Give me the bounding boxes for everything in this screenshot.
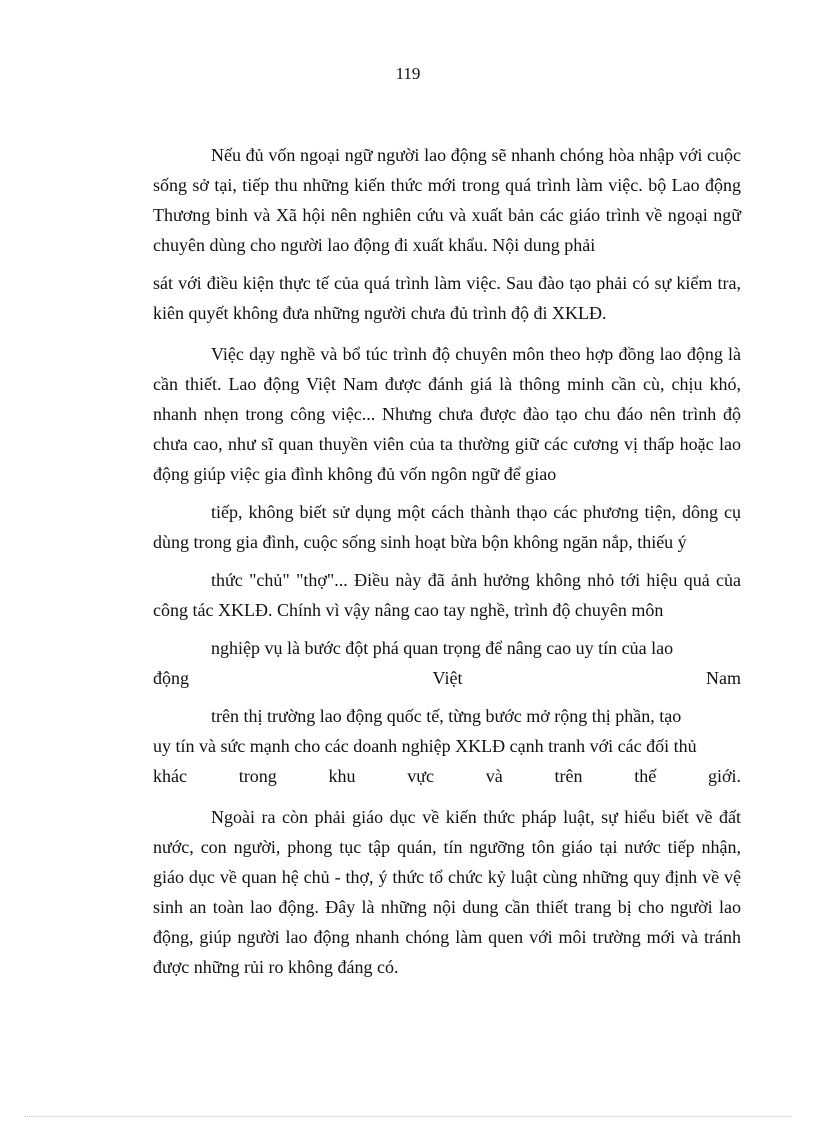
paragraph-market-share-line-3 [153,761,741,791]
word: khu [328,766,356,786]
word: và [485,766,503,786]
document-body [153,140,741,982]
page-bottom-rule [24,1116,792,1117]
paragraph-legal-education: Ngoài ra còn phải giáo dục về kiến thức pháp luật, sự hiểu biết về đất nước, con người, phong tục tập quán, tín ngưỡng tôn giáo tại nước tiếp nhận, giáo dục về quan hệ chủ - thợ, ý thức tổ chức kỷ luật cùng những quy định về vệ sinh an toàn lao động. Đây là những nội dung cần thiết trang bị cho người lao động, giúp người lao động nhanh chóng làm quen với môi trường mới và tránh được những rủi ro không đáng có. [153,807,741,977]
page-number: 119 [395,64,421,83]
paragraph-market-share-line-2: uy tín và sức mạnh cho các doanh nghiệp XKLĐ cạnh tranh với các đối thủ [153,736,697,756]
word: trong [238,766,277,786]
word: giới. [707,766,741,786]
paragraph-training-check: sát với điều kiện thực tế của quá trình làm việc. Sau đào tạo phải có sự kiểm tra, kiên quyết không đưa những người chưa đủ trình độ đi XKLĐ. [153,273,741,323]
word: khác [153,766,187,786]
paragraph-owner-worker: thức "chủ" "thợ"... Điều này đã ảnh hưởng không nhỏ tới hiệu quả của công tác XKLĐ. Chính vì vậy nâng cao tay nghề, trình độ chuyên môn [153,570,741,620]
word: trên [554,766,583,786]
word: vực [407,766,434,786]
paragraph-vocational-training: Việc dạy nghề và bổ túc trình độ chuyên môn theo hợp đồng lao động là cần thiết. Lao động Việt Nam được đánh giá là thông minh cần cù, chịu khó, nhanh nhẹn trong công việc... Nhưng chưa được đào tạo chu đáo nên trình độ chưa cao, như sĩ quan thuyền viên của ta thường giữ các cương vị thấp hoặc lao động giúp việc gia đình không đủ vốn ngôn ngữ để giao [153,344,741,484]
word: thế [634,766,657,786]
paragraph-breakthrough-line-2 [153,663,741,693]
word: động [153,668,189,688]
paragraph-breakthrough-line-1: nghiệp vụ là bước đột phá quan trọng để nâng cao uy tín của lao [211,638,674,658]
paragraph-breakthrough [153,633,741,693]
paragraph-foreign-language: Nếu đủ vốn ngoại ngữ người lao động sẽ nhanh chóng hòa nhập với cuộc sống sở tại, tiếp thu những kiến thức mới trong quá trình làm việc. bộ Lao động Thương binh và Xã hội nên nghiên cứu và xuất bản các giáo trình về ngoại ngữ chuyên dùng cho người lao động đi xuất khẩu. Nội dung phải [153,145,741,255]
paragraph-household-tools: tiếp, không biết sử dụng một cách thành thạo các phương tiện, dông cụ dùng trong gia đình, cuộc sống sinh hoạt bừa bộn không ngăn nắp, thiếu ý [153,502,741,552]
paragraph-market-share [153,701,741,791]
word: Việt [432,668,463,688]
word: Nam [705,668,741,688]
paragraph-market-share-line-1: trên thị trường lao động quốc tế, từng bước mở rộng thị phần, tạo [211,706,682,726]
